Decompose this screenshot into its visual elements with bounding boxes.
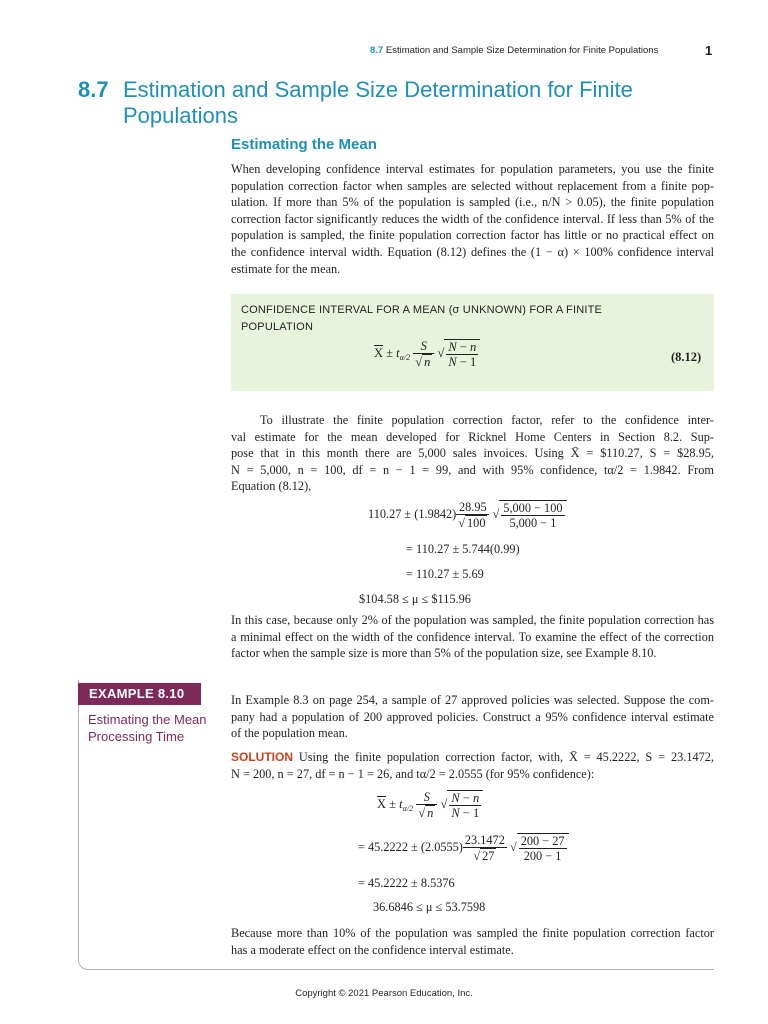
illustration-line: pose that in this month there are 5,000 sales invoices. Using X̄ = $110.27, S = $28.95, <box>231 446 714 461</box>
running-header-section-number: 8.7 <box>370 45 384 56</box>
section-title: Estimation and Sample Size Determination for Finite Populations <box>123 77 633 128</box>
formula-box-title <box>241 302 602 335</box>
conclusion-line: factor when the sample size is more than 5% of the population size, see Example 8.10. <box>231 646 657 661</box>
intro-line: population is sampled, the finite population correction factor has little or no practical effect on <box>231 228 714 243</box>
page-number: 1 <box>705 43 713 58</box>
calc-lhs: 110.27 ± (1.9842) <box>368 506 457 521</box>
example-text-line: In Example 8.3 on page 254, a sample of 27 approved policies was selected. Suppose the com- <box>231 693 714 707</box>
formula-box <box>231 294 714 391</box>
equation-8-12: $\overline{X} \pm t_{\alpha/2}$ $\frac{S}{√ n}$ √ $\frac{N - n}{N - 1}$ <box>374 339 480 369</box>
example-equation-formula: $\overline{X} \pm t_{\alpha/2}$ $\frac{S}{√ n}$ √ $\frac{N - n}{N - 1}$ <box>377 790 483 820</box>
example-text-line: of the population mean. <box>231 726 348 741</box>
example-conclusion-line: Because more than 10% of the population was sampled the finite population correction factor <box>231 926 714 940</box>
formula-box-title-line: CONFIDENCE INTERVAL FOR A MEAN (σ UNKNOWN) FOR A FINITE <box>241 304 603 316</box>
conclusion-paragraph <box>231 612 714 662</box>
calculation-step-2: = 110.27 ± 5.744(0.99) <box>406 542 520 556</box>
conclusion-line: a minimal effect on the width of the confidence interval. To examine the effect of the correction <box>231 629 714 644</box>
example-fpc-denominator: 200 − 1 <box>523 849 562 864</box>
illustration-line: Equation (8.12), <box>231 479 312 494</box>
example-conclusion <box>231 925 714 958</box>
example-eq-lhs: = 45.2222 ± (2.0555) <box>358 839 463 854</box>
formula-box-title-line: POPULATION <box>241 320 314 333</box>
example-equation-substituted: = 45.2222 ± (2.0555) $\frac{23.1472}{√ 27}$ √ $\frac{200 - 27}{200 - 1}$ <box>358 833 569 863</box>
intro-line: the confidence interval width. Equation (8.12) defines the (1 − α) × 100% confidence interval <box>231 244 714 259</box>
calculation-result: $104.58 ≤ μ ≤ $115.96 <box>359 592 471 606</box>
calc-fpc-numerator: 5,000 − 100 <box>503 501 563 516</box>
intro-line: When developing confidence interval estimates for population parameters, you use the finite <box>231 162 714 176</box>
calc-s-denominator: 100 <box>467 516 486 531</box>
intro-line: ulation. If more than 5% of the population is sampled (i.e., n/N > 0.05), the finite population <box>231 195 714 210</box>
intro-line: correction factor significantly reduces the width of the confidence interval. If less than 5% of the <box>231 211 714 226</box>
example-badge: EXAMPLE 8.10 <box>78 683 201 705</box>
calculation-step-1: 110.27 ± (1.9842) $\frac{28.95}{√ 100}$ √ $\frac{5,000 - 100}{5,000 - 1}$ <box>368 500 567 530</box>
running-header <box>370 45 670 56</box>
example-equation-result: 36.6846 ≤ μ ≤ 53.7598 <box>373 900 486 914</box>
example-conclusion-line: has a moderate effect on the confidence interval estimate. <box>231 942 514 957</box>
calc-fpc-denominator: 5,000 − 1 <box>509 516 557 531</box>
illustration-line: N = 5,000, n = 100, df = n − 1 = 99, and with 95% confidence, tα/2 = 1.9842. From <box>231 462 714 477</box>
solution-label: SOLUTION <box>231 750 293 764</box>
example-subtitle: Estimating the Mean Processing Time <box>88 712 207 744</box>
subheading: Estimating the Mean <box>231 136 377 153</box>
calc-s-numerator: 28.95 <box>456 500 489 515</box>
calculation-step-3: = 110.27 ± 5.69 <box>406 567 484 581</box>
intro-paragraph <box>231 161 714 277</box>
illustration-line: val estimate for the mean developed for Ricknel Home Centers in Section 8.2. Sup- <box>231 429 714 444</box>
intro-line: population correction factor when samples are selected without replacement from a finite pop- <box>231 178 714 193</box>
example-equation-step: = 45.2222 ± 8.5376 <box>358 876 455 890</box>
solution-paragraph <box>231 749 714 782</box>
section-number: 8.7 <box>78 77 109 102</box>
illustration-paragraph <box>231 412 714 495</box>
example-fpc-numerator: 200 − 27 <box>520 834 565 849</box>
illustration-line: To illustrate the finite population correction factor, refer to the confidence inter- <box>260 413 714 427</box>
example-s-numerator: 23.1472 <box>464 833 505 847</box>
equation-label: (8.12) <box>671 350 702 364</box>
running-header-title: Estimation and Sample Size Determination for Finite Populations <box>385 45 659 56</box>
example-text <box>231 692 714 742</box>
example-s-denominator: 27 <box>482 849 495 864</box>
solution-line: Using the finite population correction factor, with, X̄ = 45.2222, S = 23.1472, <box>298 750 714 764</box>
example-text-line: pany had a population of 200 approved policies. Construct a 95% confidence interval estimate <box>231 709 714 724</box>
intro-line: estimate for the mean. <box>231 261 341 276</box>
copyright: Copyright © 2021 Pearson Education, Inc. <box>295 988 473 999</box>
conclusion-line: In this case, because only 2% of the population was sampled, the finite population correction has <box>231 613 714 627</box>
solution-line: N = 200, n = 27, df = n − 1 = 26, and tα/2 = 2.0555 (for 95% confidence): <box>231 766 595 781</box>
